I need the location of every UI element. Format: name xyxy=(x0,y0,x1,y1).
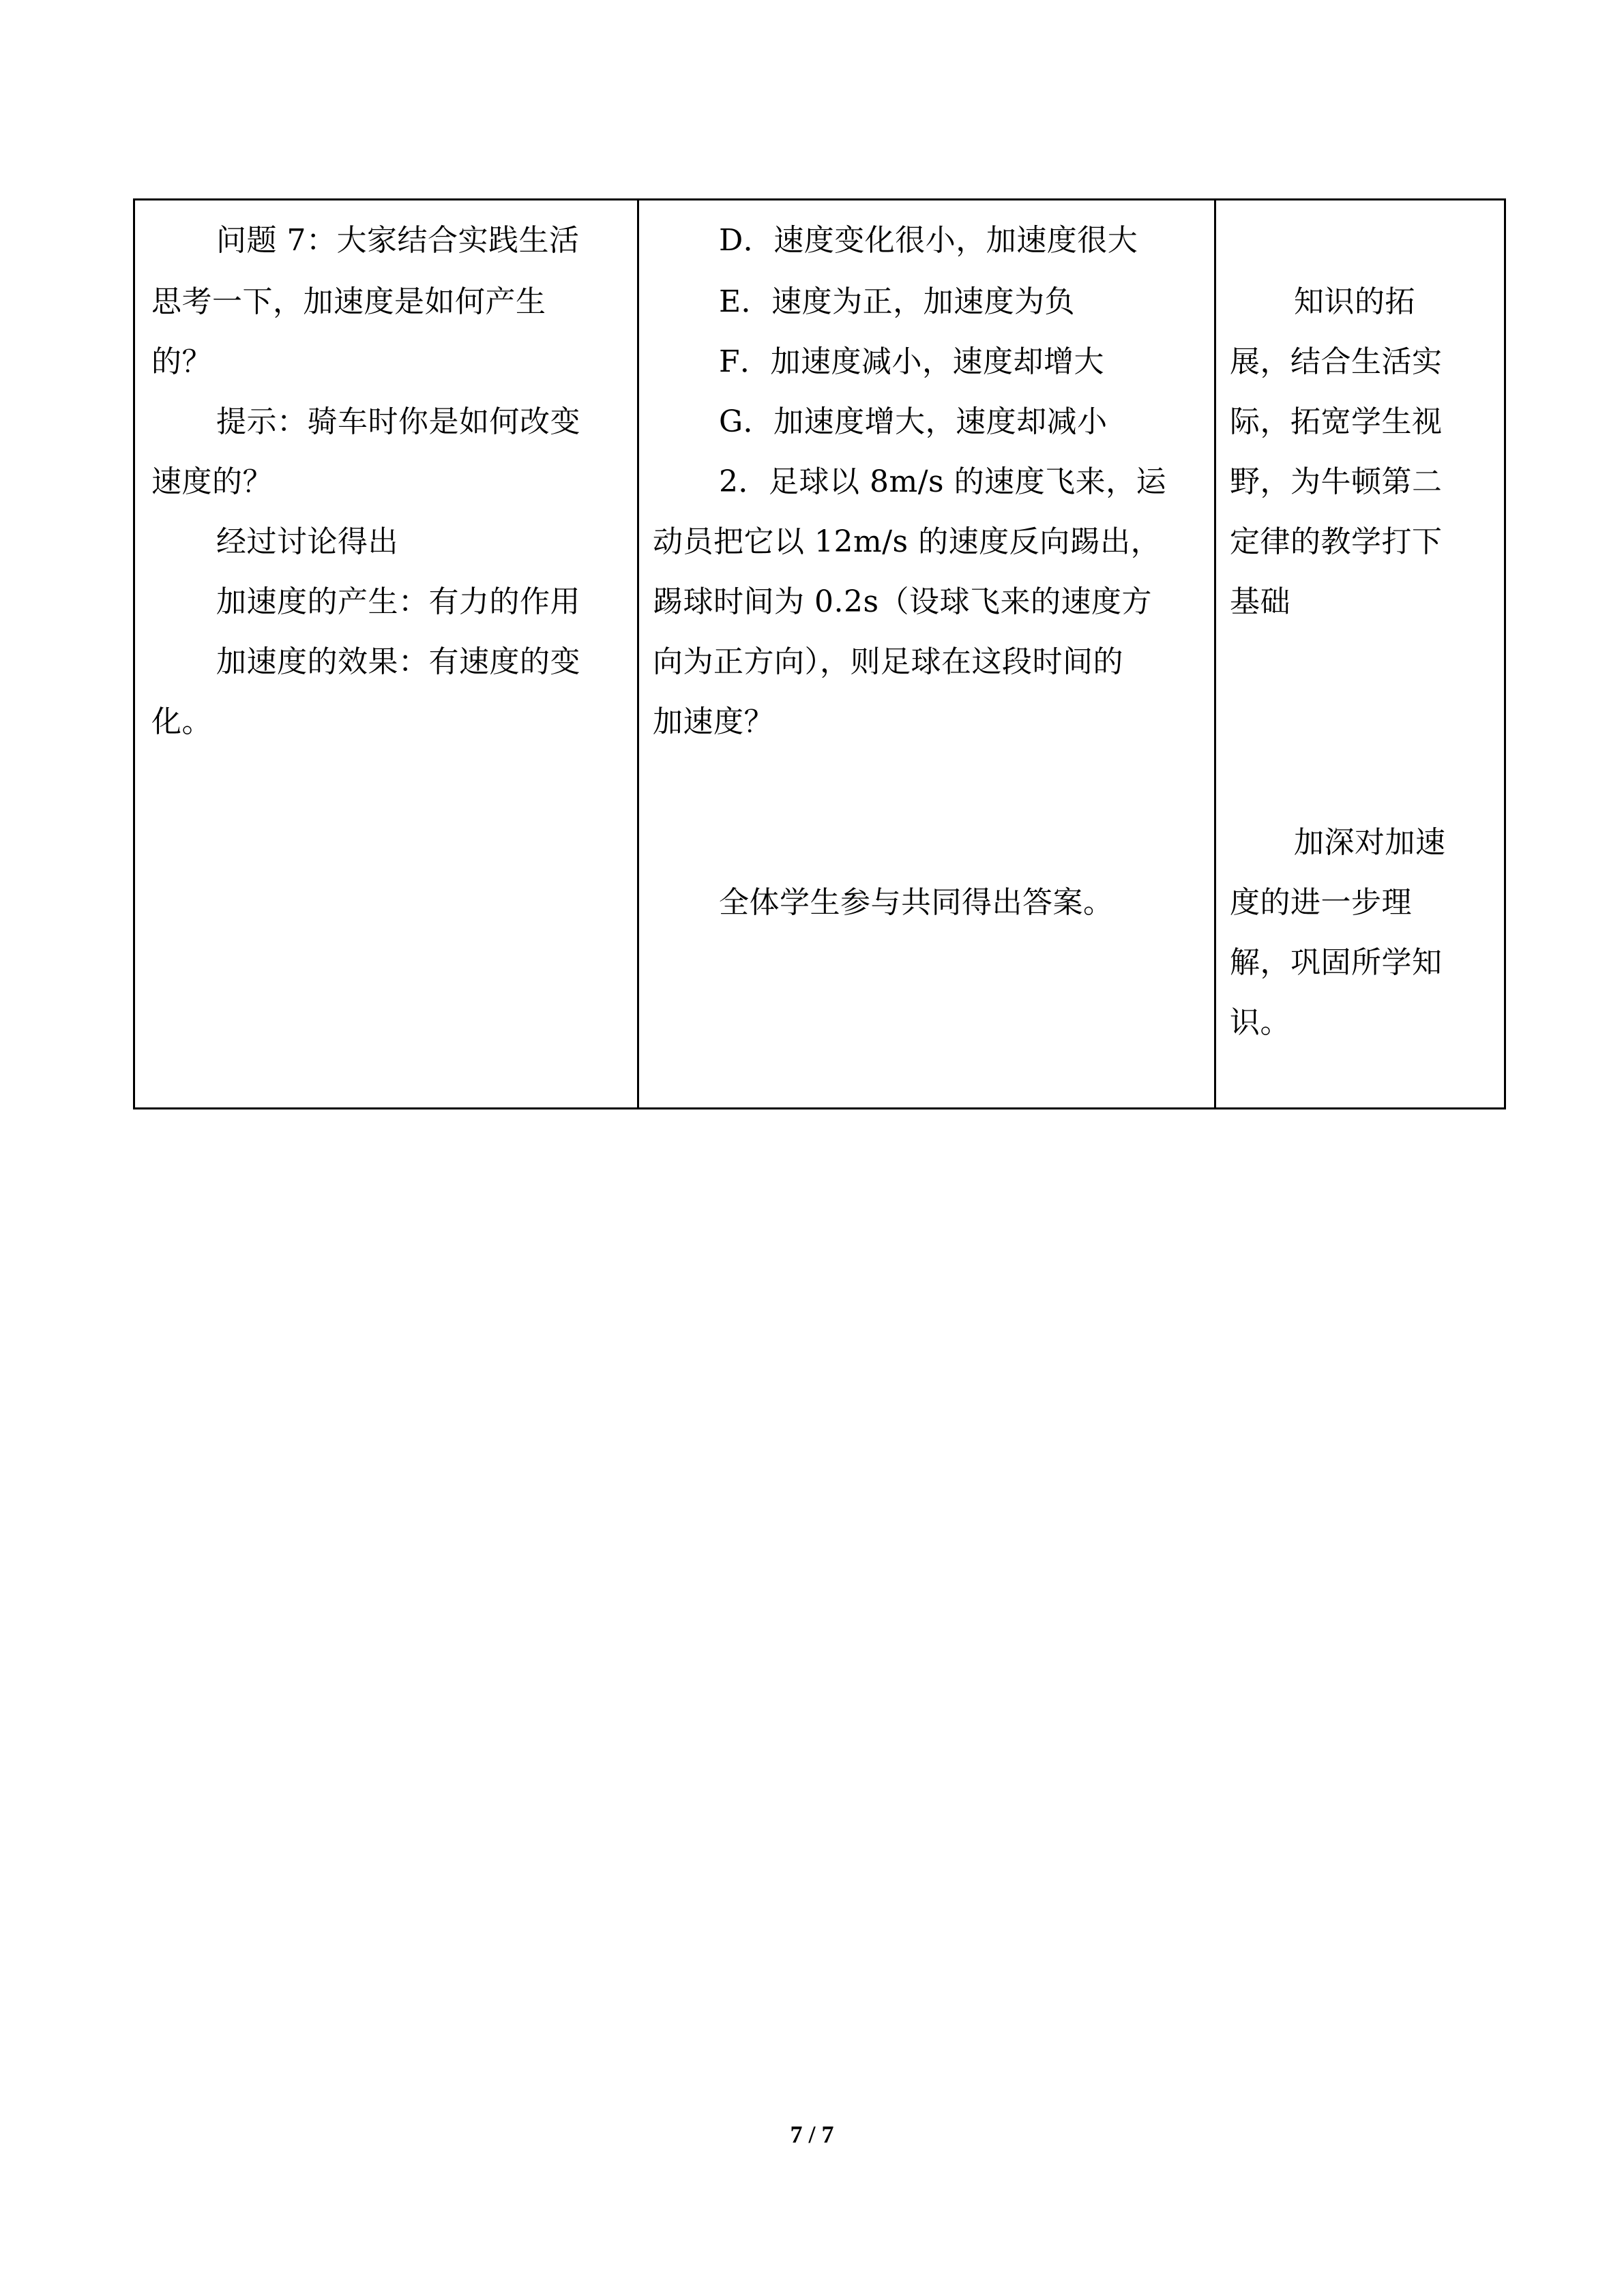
text-line: 度的进一步理 xyxy=(1230,885,1412,920)
question-2-line: 踢球时间为 0.2s（设球飞来的速度方 xyxy=(653,584,1153,619)
text-line: 速度的？ xyxy=(151,464,273,499)
question-2-line: 动员把它以 12m/s 的速度反向踢出， xyxy=(653,524,1162,559)
text-line: 加深对加速 xyxy=(1294,825,1446,860)
lesson-table xyxy=(133,198,1506,1109)
page-number: 7 / 7 xyxy=(790,2121,834,2148)
table-cell-design-intent xyxy=(1216,200,1504,1107)
option-g: G．加速度增大，速度却减小 xyxy=(719,404,1108,439)
option-f: F．加速度减小，速度却增大 xyxy=(719,344,1105,379)
text-line: 野，为牛顿第二 xyxy=(1230,464,1443,499)
text-line: 提示：骑车时你是如何改变 xyxy=(216,404,580,439)
text-line: 展，结合生活实 xyxy=(1230,344,1443,379)
text-line: 识。 xyxy=(1230,1005,1290,1040)
text-line: 的？ xyxy=(151,344,212,379)
text-line: 问题 7：大家结合实践生活 xyxy=(216,223,580,258)
question-2-line: 2．足球以 8m/s 的速度飞来，运 xyxy=(719,464,1167,499)
text-line: 际，拓宽学生视 xyxy=(1230,404,1443,439)
text-line: 经过讨论得出 xyxy=(216,524,398,559)
text-line: 解，巩固所学知 xyxy=(1230,945,1443,980)
text-line: 基础 xyxy=(1230,584,1290,619)
question-2-line: 向为正方向），则足球在这段时间的 xyxy=(653,644,1123,679)
text-line: 知识的拓 xyxy=(1294,284,1415,319)
option-e: E．速度为正，加速度为负 xyxy=(719,284,1076,319)
option-d: D．速度变化很小，加速度很大 xyxy=(719,223,1138,258)
question-2-line: 加速度？ xyxy=(653,704,774,739)
text-line: 化。 xyxy=(151,704,212,739)
class-answer-note: 全体学生参与共同得出答案。 xyxy=(719,885,1114,920)
table-cell-teacher-activity xyxy=(135,200,639,1107)
text-line: 加速度的效果：有速度的变 xyxy=(216,644,580,679)
text-line: 定律的教学打下 xyxy=(1230,524,1443,559)
text-line: 思考一下，加速度是如何产生 xyxy=(151,284,546,319)
text-line: 加速度的产生：有力的作用 xyxy=(216,584,580,619)
table-cell-student-activity xyxy=(639,200,1216,1107)
